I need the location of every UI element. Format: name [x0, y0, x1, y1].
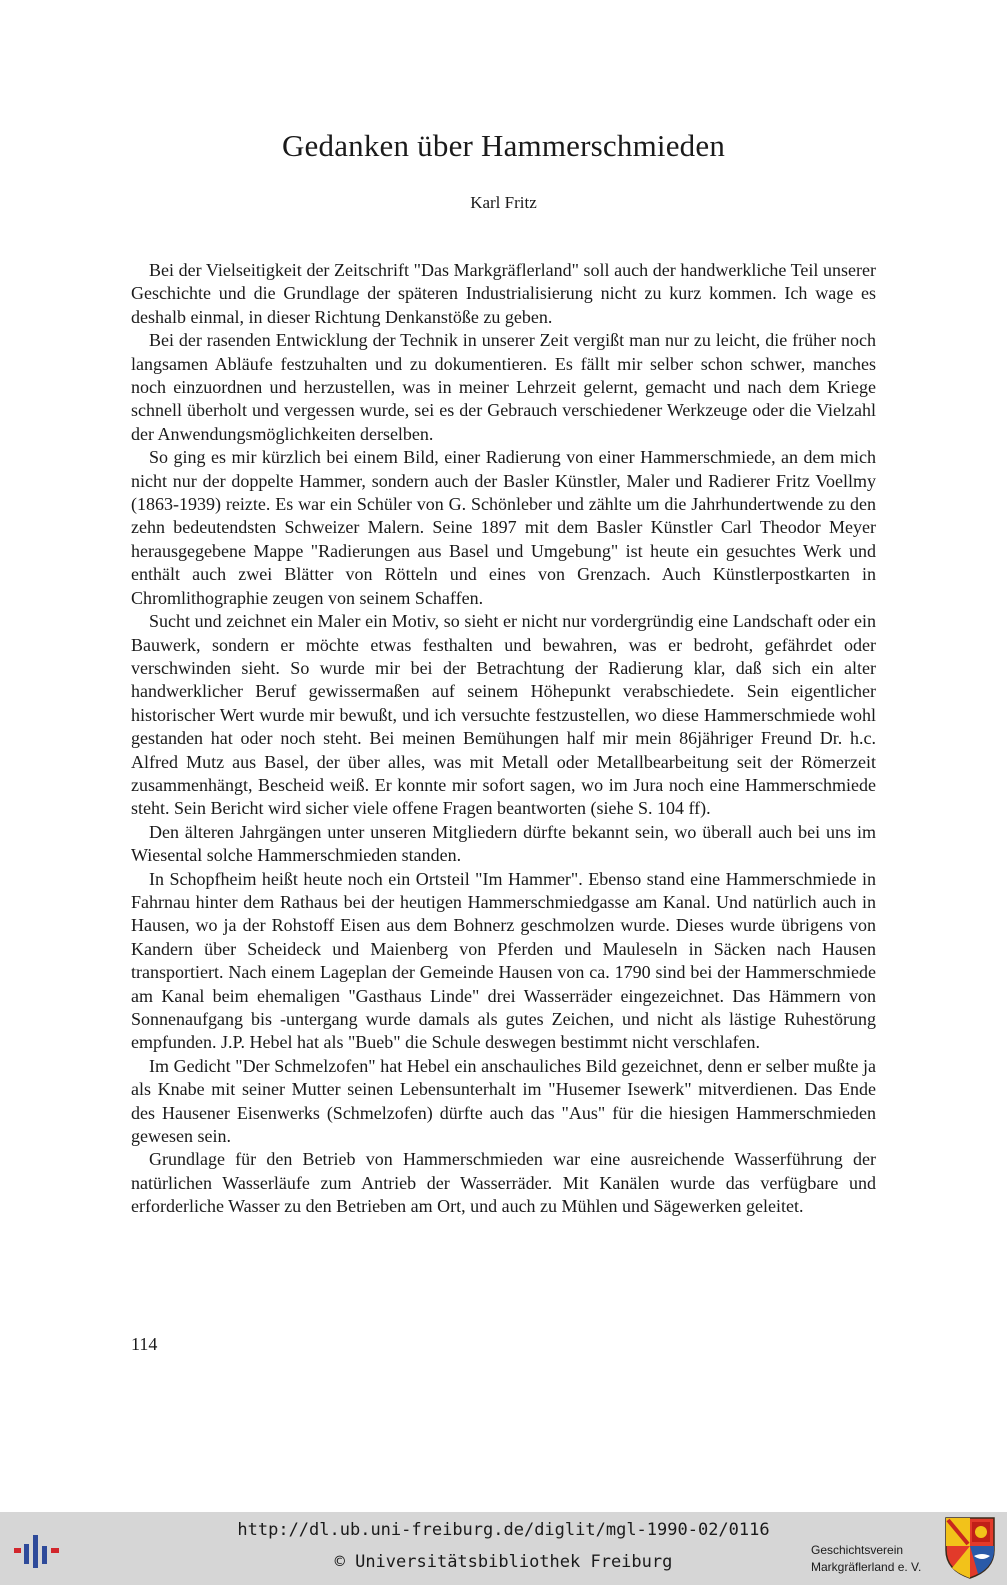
- society-name-line2: Markgräflerland e. V.: [811, 1560, 922, 1574]
- paragraph: Den älteren Jahrgängen unter unseren Mitgliedern dürfte bekannt sein, wo überall auch bei uns im Wiesental solche Hammerschmieden standen.: [131, 821, 876, 866]
- paragraph: Bei der Vielseitigkeit der Zeitschrift "Das Markgräflerland" soll auch der handwerkliche Teil unserer Geschichte und die Grundlage der späteren Industrialisierung nicht zu kurz kommen. Ich wage es deshalb einmal, in dieser Richtung Denkanstöße zu geben.: [131, 260, 876, 327]
- article-author: Karl Fritz: [470, 193, 537, 212]
- paragraph: Grundlage für den Betrieb von Hammerschmieden war eine ausreichende Wasserführung der natürlichen Wasserläufe zum Antrieb der Wasserräder. Mit Kanälen wurde das verfügbare und erforderliche Wasser zu den Betrieben am Ort, und auch zu Mühlen und Sägewerken geleitet.: [131, 1149, 876, 1217]
- paragraph: Sucht und zeichnet ein Maler ein Motiv, so sieht er nicht nur vordergründig eine Landschaft oder ein Bauwerk, sondern er möchte etwas festhalten und bewahren, was er bedroht, gefährdet oder verschwinden sieht. So wurde mir bei der Betrachtung der Radierung klar, daß sich ein alter handwerklicher Beruf gewissermaßen auf seinem Höhepunkt verabschiedete. Sein eigentlicher historischer Wert wurde mir bewußt, und ich versuchte festzustellen, wo diese Hammerschmiede wohl gestanden hat oder noch steht. Bei meinen Bemühungen half mir mein 86jähriger Freund Dr. h.c. Alfred Mutz aus Basel, der über alles, was mit Metall oder Metallbearbeitung seit der Römerzeit zusammenhängt, Bescheid weiß. Er konnte mir sofort sagen, wo im Jura noch eine Hammerschmiede steht. Sein Bericht wird sicher viele offene Fragen beantworten (siehe S. 104 ff).: [131, 611, 876, 819]
- paragraph: In Schopfheim heißt heute noch ein Ortsteil "Im Hammer". Ebenso stand eine Hammerschmiede in Fahrnau hinter dem Rathaus bei der heutigen Hammerschmiedgasse am Kanal. Und natürlich auch in Hausen, wo ja der Rohstoff Eisen aus dem Bohnerz geschmolzen wurde. Dieses wurde übrigens von Kandern über Scheideck und Maienberg von Pferden und Mauleseln in Säcken nach Hausen transportiert. Nach einem Lageplan der Gemeinde Hausen von ca. 1790 sind bei der Hammerschmiede am Kanal beim ehemaligen "Gasthaus Linde" drei Wasserräder eingezeichnet. Das Hämmern von Sonnenaufgang bis -untergang wurde damals als gutes Zeichen, und nicht als lästige Ruhestörung empfunden. J.P. Hebel hat als "Bueb" die Schule deswegen bestimmt nicht verschlafen.: [131, 868, 876, 1053]
- copyright-notice: © Universitätsbibliothek Freiburg: [334, 1552, 673, 1572]
- society-name-line1: Geschichtsverein: [811, 1543, 904, 1557]
- paragraph: Bei der rasenden Entwicklung der Technik in unserer Zeit vergißt man nur zu leicht, die früher noch langsamen Abläufe festzuhalten und zu dokumentieren. Es fällt mir selber schon schwer, manches noch einzuordnen und herzustellen, was in meiner Lehrzeit gelernt, gemacht und nach dem Kriege schnell überholt und vergessen wurde, sei es der Gebrauch verschiedener Werkzeuge oder die Vielzahl der Anwendungsmöglichkeiten derselben.: [131, 330, 876, 444]
- article-body: [131, 259, 876, 1219]
- society-name: [811, 1542, 921, 1576]
- coat-of-arms-icon: [944, 1516, 996, 1580]
- document-url-link[interactable]: http://dl.ub.uni-freiburg.de/diglit/mgl-1990-02/0116: [237, 1520, 770, 1540]
- article-title: Gedanken über Hammerschmieden: [281, 128, 726, 163]
- page-number: 114: [131, 1334, 158, 1354]
- viewer-footer: [0, 1512, 1007, 1585]
- paragraph: Im Gedicht "Der Schmelzofen" hat Hebel ein anschauliches Bild gezeichnet, denn er selber mußte ja als Knabe mit seiner Mutter seinen Lebensunterhalt im "Husemer Isewerk" mitverdienen. Das Ende des Hausener Eisenwerks (Schmelzofen) dürfte auch das "Aus" für die hiesigen Hammerschmieden gewesen sein.: [131, 1055, 876, 1147]
- paragraph: So ging es mir kürzlich bei einem Bild, einer Radierung von einer Hammerschmiede, an dem mich nicht nur der doppelte Hammer, sondern auch der Basler Künstler, Maler und Radierer Fritz Voellmy (1863-1939) reizte. Es war ein Schüler von G. Schönleber und zählte um die Jahrhundertwende zu den zehn bedeutendsten Schweizer Malern. Seine 1897 mit dem Basler Künstler Carl Theodor Meyer herausgegebene Mappe "Radierungen aus Basel und Umgebung" ist heute ein gesuchtes Werk und enthält auch zwei Blätter von Rötteln und eines von Grenzach. Auch Künstlerpostkarten in Chromlithographie zeugen von seinem Schaffen.: [131, 447, 876, 608]
